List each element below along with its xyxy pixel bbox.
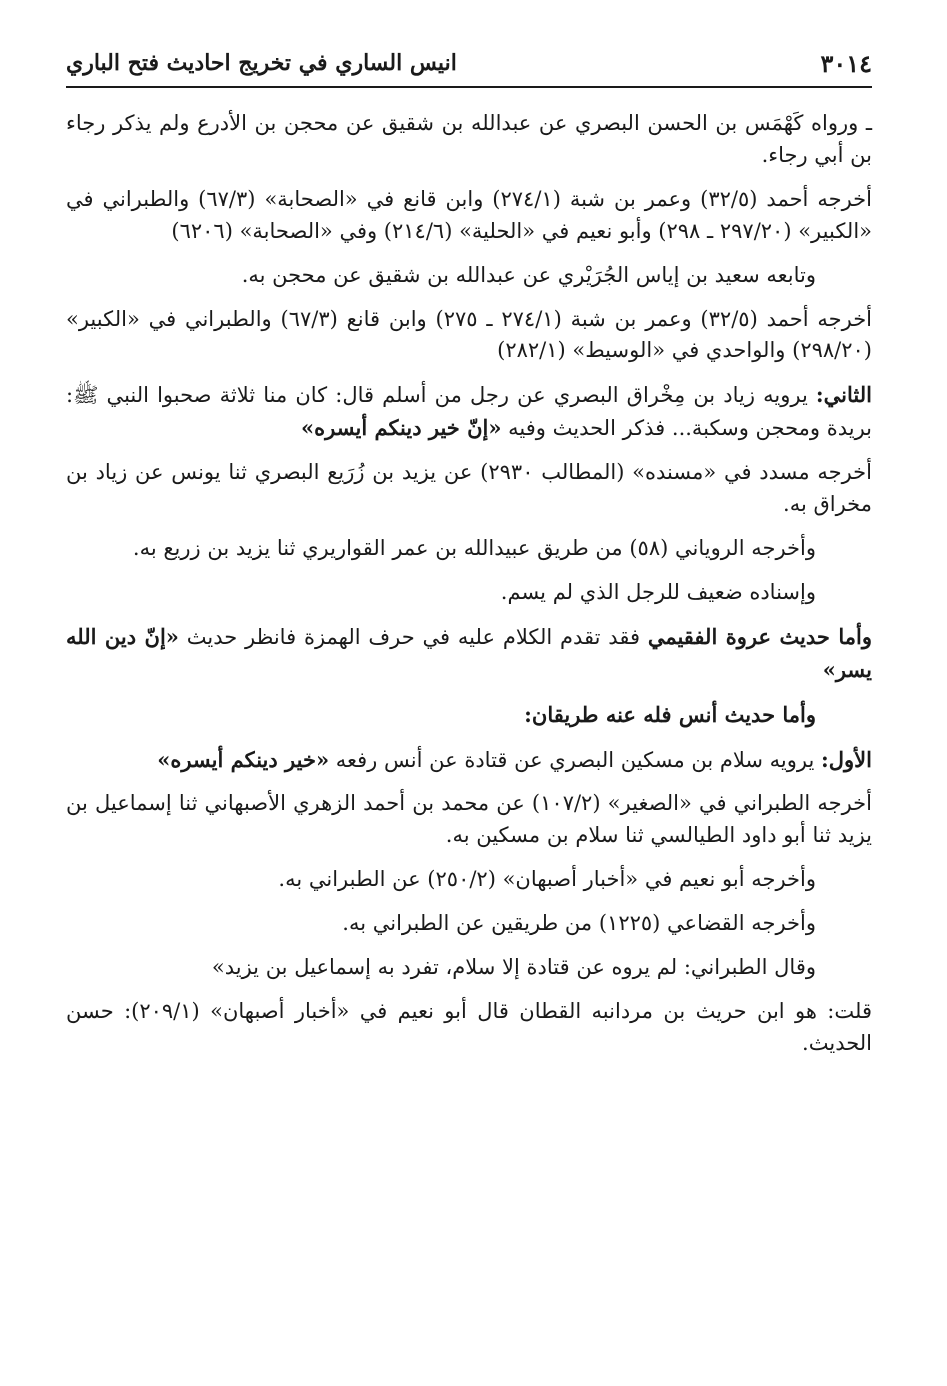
paragraph-4: أخرجه أحمد (٣٢/٥) وعمر بن شبة (٢٧٤/١ ـ ٢٧٥) وابن قانع (٦٧/٣) والطبراني في «الكبير» (٢٩٨/٢٠) والواحدي في «الوسيط» (٢٨٢/١) [66,306,873,363]
hadith-quote: «إنّ دين الله يسر» [66,623,872,682]
paragraph-13: وأخرجه أبو نعيم في «أخبار أصبهان» (٢٥٠/٢) عن الطبراني به. [278,867,816,892]
hadith-quote: «خير دينكم أيسره» [157,746,330,772]
paragraph-3: وتابعه سعيد بن إياس الجُرَيْري عن عبدالله بن شقيق عن محجن به. [241,262,816,287]
paragraph-12: أخرجه الطبراني في «الصغير» (١٠٧/٢) عن محمد بن أحمد الزهري الأصبهاني ثنا إسماعيل بن يزيد ثنا أبو داود الطيالسي ثنا سلام بن مسكين به. [66,791,873,848]
paragraph-9: وأما حديث عروة الفقيمي فقد تقدم الكلام عليه في حرف الهمزة فانظر حديث «إنّ دين الله يسر» [66,623,872,682]
paragraph-8: وإسناده ضعيف للرجل الذي لم يسم. [500,579,816,604]
paragraph-1: ـ ورواه كَهْمَس بن الحسن البصري عن عبدالله بن شقيق عن محجن بن الأدرع ولم يذكر رجاء بن أبي رجاء. [66,111,872,167]
paragraph-16: قلت: هو ابن حريث بن مردانبه القطان قال أبو نعيم في «أخبار أصبهان» (٢٠٩/١): حسن الحديث. [66,998,872,1055]
paragraph-lead: الأول: [821,746,872,772]
page-header [66,40,872,88]
page-body [66,108,872,1072]
paragraph-14: وأخرجه القضاعي (١٢٢٥) من طريقين عن الطبراني به. [342,911,816,936]
paragraph-lead: وأما حديث عروة الفقيمي [647,623,872,649]
hadith-quote: «إنّ خير دينكم أيسره» [301,415,502,441]
paragraph-6: أخرجه مسدد في «مسنده» (المطالب ٢٩٣٠) عن يزيد بن زُرَيع البصري ثنا يونس عن زياد بن مخراق به. [66,460,872,517]
page-number: ٣٠١٤ [820,48,872,78]
paragraph-lead: وأما حديث أنس فله عنه طريقان: [524,701,816,727]
paragraph-11: الأول: يرويه سلام بن مسكين البصري عن قتادة عن أنس رفعه «خير دينكم أيسره» [157,746,872,772]
paragraph-5: الثاني: يرويه زياد بن مِخْراق البصري عن رجل من أسلم قال: كان منا ثلاثة صحبوا النبي ﷺ: بريدة ومحجن وسكبة... فذكر الحديث وفيه «إنّ خير دينكم أيسره» [66,382,872,441]
paragraph-2: أخرجه أحمد (٣٢/٥) وعمر بن شبة (٢٧٤/١) وابن قانع في «الصحابة» (٦٧/٣) والطبراني في «الكبير» (٢٩٧/٢٠ ـ ٢٩٨) وأبو نعيم في «الحلية» (٢١٤/٦) وفي «الصحابة» (٦٢٠٦) [66,186,872,243]
paragraph-lead: الثاني: [815,382,872,408]
paragraph-7: وأخرجه الروياني (٥٨) من طريق عبيدالله بن عمر القواريري ثنا يزيد بن زريع به. [132,535,816,560]
paragraph-10 [66,699,872,732]
paragraph-15: وقال الطبراني: لم يروه عن قتادة إلا سلام، تفرد به إسماعيل بن يزيد» [211,955,816,980]
book-title: انيس الساري في تخريج احاديث فتح الباري [66,50,457,76]
